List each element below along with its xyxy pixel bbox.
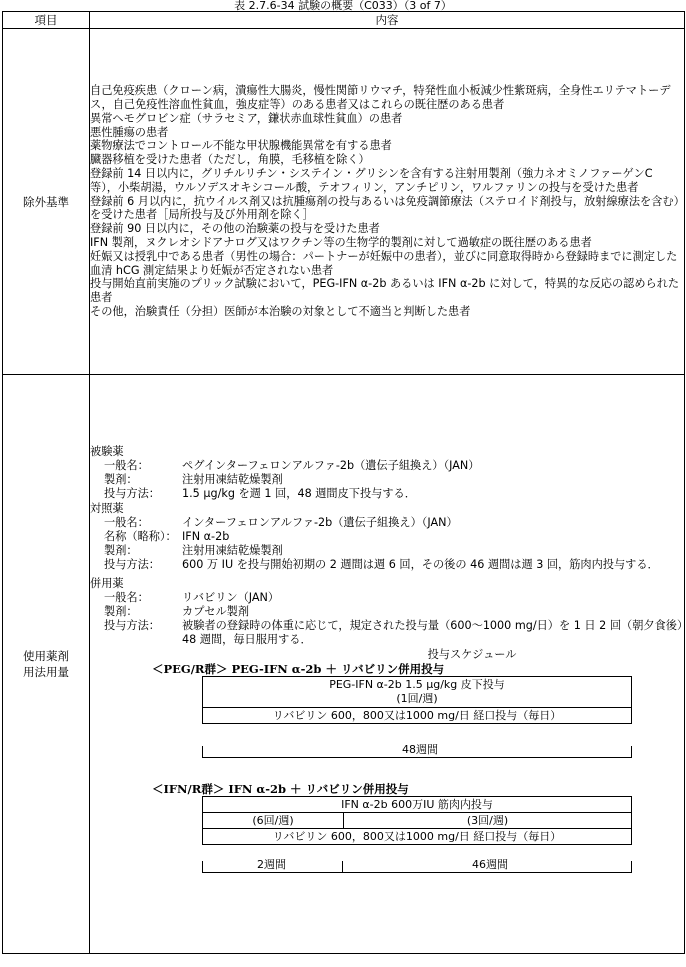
exclusion-label: 除外基準 <box>3 29 90 375</box>
exclusion-item: 妊娠又は授乳中である患者（男性の場合：パートナーが妊娠中の患者），並びに同意取得時から登録時までに測定した血清 hCG 測定結果より妊娠が否定されない患者 <box>90 249 678 277</box>
concomitant-name: 一般名： リバビリン（JAN） <box>104 590 280 604</box>
concomitant-heading: 併用薬 <box>90 576 124 590</box>
study-summary-table <box>2 11 685 954</box>
investigational-name: 一般名： ペグインターフェロンアルファ-2b（遺伝子組換え）（JAN） <box>104 458 480 472</box>
dosage-label <box>3 375 90 954</box>
header-row <box>3 12 685 29</box>
header-item: 項目 <box>3 12 90 29</box>
exclusion-item: 登録前 90 日以内に，その他の治験薬の投与を受けた患者 <box>90 222 380 236</box>
ifn-weeks2-label: 46週間 <box>472 858 508 872</box>
exclusion-item: 登録前 6 月以内に，抗ウイルス剤又は抗腫瘍剤の投与あるいは免疫調節療法（ステロイド剤投与，放射線療法を含む）を受けた患者［局所投与及び外用剤を除く］ <box>90 194 680 222</box>
exclusion-item: 登録前 14 日以内に，グリチルリチン・システイン・グリシンを含有する注射用製剤（強力ネオミノファーゲンC 等），小柴胡湯，ウルソデスオキシコール酸，テオフィリン，アンチピリン，ワルファリンの投与を受けた患者 <box>90 167 653 194</box>
ifn-later-frequency: (3回/週) <box>344 813 632 829</box>
dosage-row <box>3 375 685 954</box>
schedule-title: 投与スケジュール <box>427 647 517 661</box>
control-form: 製剤： 注射用凍結乾燥製剤 <box>104 544 283 558</box>
dosage-label-line1: 使用薬剤 <box>23 649 69 663</box>
exclusion-item: IFN 製剤，ヌクレオシドアナログ又はワクチン等の生物学的製剤に対して過敏症の既往歴のある患者 <box>90 235 592 249</box>
dosage-content <box>90 375 685 954</box>
ifn-timeline <box>202 858 632 883</box>
investigational-form: 製剤： 注射用凍結乾燥製剤 <box>104 473 283 487</box>
control-heading: 対照薬 <box>90 501 124 515</box>
peg-schedule-table <box>202 676 632 724</box>
exclusion-item: 薬物療法でコントロール不能な甲状腺機能異常を有する患者 <box>90 139 392 153</box>
exclusion-item: 投与開始直前実施のプリック試験において，PEG-IFN α-2b あるいは IFN α-2b に対して，特異的な反応の認められた患者 <box>90 277 680 305</box>
peg-ribavirin-cell: リバビリン 600，800又は1000 mg/日 経口投与（毎日） <box>203 708 632 724</box>
ifn-weeks1-label: 2週間 <box>257 858 286 872</box>
control-name: 一般名： インターフェロンアルファ-2b（遺伝子組換え）（JAN） <box>104 515 458 529</box>
table-caption: 表 2.7.6-34 試験の概要（C033）（3 of 7） <box>234 0 452 11</box>
control-method: 投与方法： 600 万 IU を投与開始初期の 2 週間は週 6 回，その後の 46 週間は週 3 回，筋肉内投与する． <box>104 558 659 572</box>
ifn-schedule-table <box>202 796 632 845</box>
exclusion-row <box>3 29 685 375</box>
dosage-label-line2: 用法用量 <box>23 665 69 679</box>
peg-timeline <box>202 743 632 768</box>
exclusion-item: 自己免疫疾患（クローン病，潰瘍性大腸炎，慢性関節リウマチ，特発性血小板減少性紫斑病，全身性エリテマトーデス，自己免疫性溶血性貧血，強皮症等）のある患者又はこれらの既往歴のある患者 <box>90 84 671 112</box>
ifn-group-title: ＜IFN/R群＞ IFN α-2b ＋ リバビリン併用投与 <box>152 782 409 797</box>
control-abbr: 名称（略称）： IFN α-2b <box>104 529 230 543</box>
exclusion-item: その他，治験責任（分担）医師が本治験の対象として不適当と判断した患者 <box>90 304 471 318</box>
exclusion-item: 悪性腫瘍の患者 <box>90 125 169 139</box>
peg-injection-cell: PEG-IFN α-2b 1.5 μg/kg 皮下投与 (1回/週) <box>203 677 632 708</box>
ifn-injection-cell: IFN α-2b 600万IU 筋肉内投与 <box>203 797 632 813</box>
header-content: 内容 <box>90 12 685 29</box>
exclusion-item: 異常ヘモグロビン症（サラセミア，鎌状赤血球性貧血）の患者 <box>90 111 403 125</box>
concomitant-form: 製剤： カプセル製剤 <box>104 605 250 618</box>
peg-group-title: ＜PEG/R群＞ PEG-IFN α-2b ＋ リバビリン併用投与 <box>152 661 445 676</box>
exclusion-item: 臓器移植を受けた患者（ただし，角膜，毛移植を除く） <box>90 153 370 167</box>
ifn-ribavirin-cell: リバビリン 600，800又は1000 mg/日 経口投与（毎日） <box>203 829 632 845</box>
ifn-initial-frequency: (6回/週) <box>203 813 344 829</box>
investigational-method: 投与方法： 1.5 μg/kg を週 1 回，48 週間皮下投与する． <box>104 487 416 501</box>
concomitant-method: 投与方法： 被験者の登録時の体重に応じて，規定された投与量（600～1000 mg/日）を 1 日 2 回（朝夕食後）48 週間，毎日服用する． <box>104 619 683 647</box>
exclusion-criteria <box>90 29 685 375</box>
investigational-heading: 被験薬 <box>90 444 124 458</box>
peg-weeks-label: 48週間 <box>402 743 438 757</box>
